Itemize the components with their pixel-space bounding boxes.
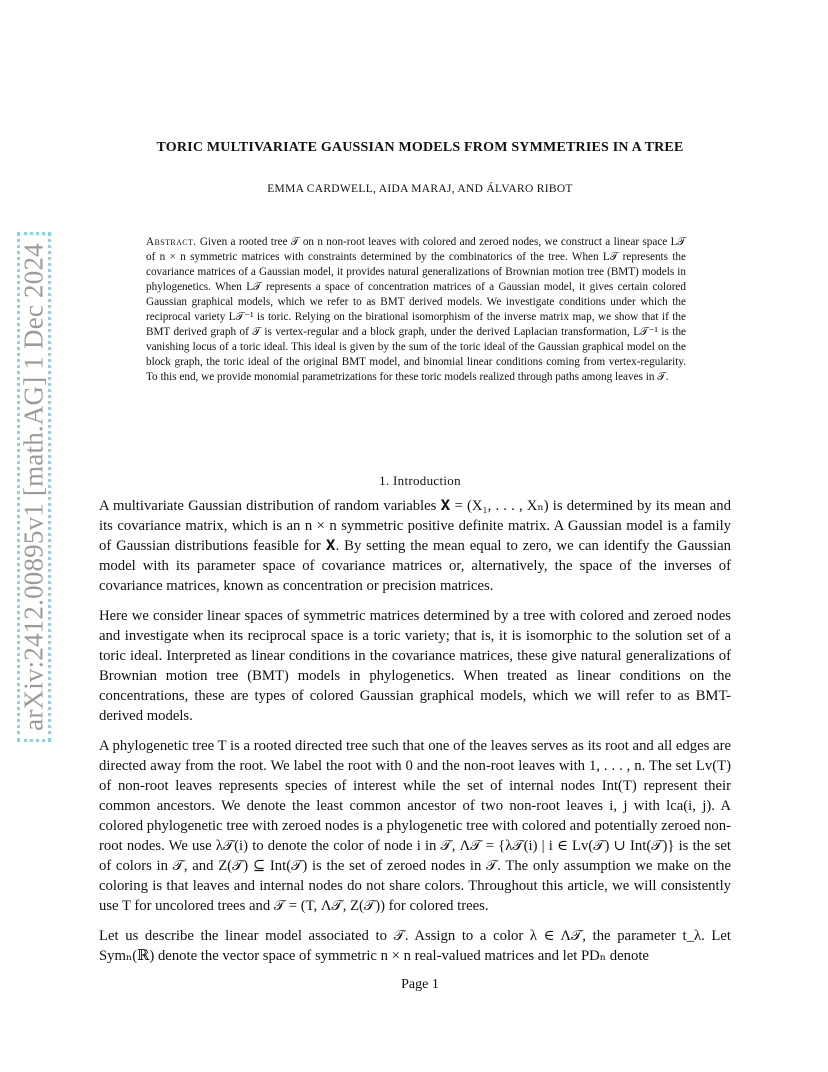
arxiv-identifier: arXiv:2412.00895v1 [math.AG] 1 Dec 2024 (18, 243, 49, 731)
abstract-text: Given a rooted tree 𝒯 on n non-root leaves with colored and zeroed nodes, we construct a linear space L𝒯 of n × n symmetric matrices with constraints determined by the combinatorics of the tree. When L𝒯 represents the covariance matrices of a Gaussian model, it provides natural generalizations of Brownian motion tree (BMT) models in phylogenetics. When L𝒯 represents a space of concentration matrices of a Gaussian model, it gives certain colored Gaussian graphical models, which we refer to as BMT derived models. We investigate conditions under which the reciprocal variety L𝒯⁻¹ is toric. Relying on the birational isomorphism of the inverse matrix map, we show that if the BMT derived graph of 𝒯 is vertex-regular and a block graph, under the derived Laplacian transformation, L𝒯⁻¹ is the vanishing locus of a toric ideal. This ideal is given by the sum of the toric ideal of the Gaussian graphical model on the block graph, the toric ideal of the original BMT model, and binomial linear conditions coming from vertex-regularity. To this end, we provide monomial parametrizations for these toric models realized through paths among leaves in 𝒯. (146, 236, 687, 383)
abstract-label: Abstract. (146, 236, 197, 248)
arxiv-watermark (17, 232, 51, 742)
author-list: EMMA CARDWELL, AIDA MARAJ, AND ÁLVARO RIBOT (267, 183, 573, 195)
abstract (146, 235, 686, 385)
paragraph: Let us describe the linear model associated to 𝒯. Assign to a color λ ∈ Λ𝒯, the parameter t_λ. Let Symₙ(ℝ) denote the vector space of symmetric n × n real-valued matrices and let PDₙ denote (99, 928, 731, 964)
body-text (99, 496, 731, 976)
paragraph: A multivariate Gaussian distribution of random variables 𝐗 = (X₁, . . . , Xₙ) is determined by its mean and its covariance matrix, which is an n × n symmetric positive definite matrix. A Gaussian model is a family of Gaussian distributions feasible for 𝐗. By setting the mean equal to zero, we can identify the Gaussian model with its parameter space of covariance matrices or, alternatively, the space of the inverses of covariance matrices, known as concentration or precision matrices. (99, 498, 731, 594)
page-number: Page 1 (401, 977, 439, 992)
paragraph: A phylogenetic tree T is a rooted directed tree such that one of the leaves serves as its root and all edges are directed away from the root. We label the root with 0 and the non-root leaves with 1, . . . , n. The set Lv(T) of non-root leaves represents species of interest while the set of internal nodes Int(T) represent their common ancestors. We denote the least common ancestor of two non-root leaves i, j with lca(i, j). A colored phylogenetic tree with zeroed nodes is a phylogenetic tree with colored and potentially zeroed non-root nodes. We use λ𝒯(i) to denote the color of node i in 𝒯, Λ𝒯 = {λ𝒯(i) | i ∈ Lv(𝒯) ∪ Int(𝒯)} is the set of colors in 𝒯, and Z(𝒯) ⊆ Int(𝒯) is the set of zeroed nodes in 𝒯. The only assumption we make on the coloring is that leaves and internal nodes do not share colors. Throughout this article, we will consistently use T for uncolored trees and 𝒯 = (T, Λ𝒯, Z(𝒯)) for colored trees. (99, 738, 731, 914)
paper-title: TORIC MULTIVARIATE GAUSSIAN MODELS FROM SYMMETRIES IN A TREE (156, 140, 684, 155)
paragraph: Here we consider linear spaces of symmetric matrices determined by a tree with colored and zeroed nodes and investigate when its reciprocal space is a toric variety; that is, it is isomorphic to the solution set of a toric ideal. Interpreted as linear conditions in the covariance matrices, these give natural generalizations of Brownian motion tree (BMT) models in phylogenetics. When treated as linear conditions on the concentrations, these are types of colored Gaussian graphical models, which we will refer to as BMT-derived models. (99, 608, 731, 724)
section-heading-introduction: 1. Introduction (379, 473, 461, 488)
